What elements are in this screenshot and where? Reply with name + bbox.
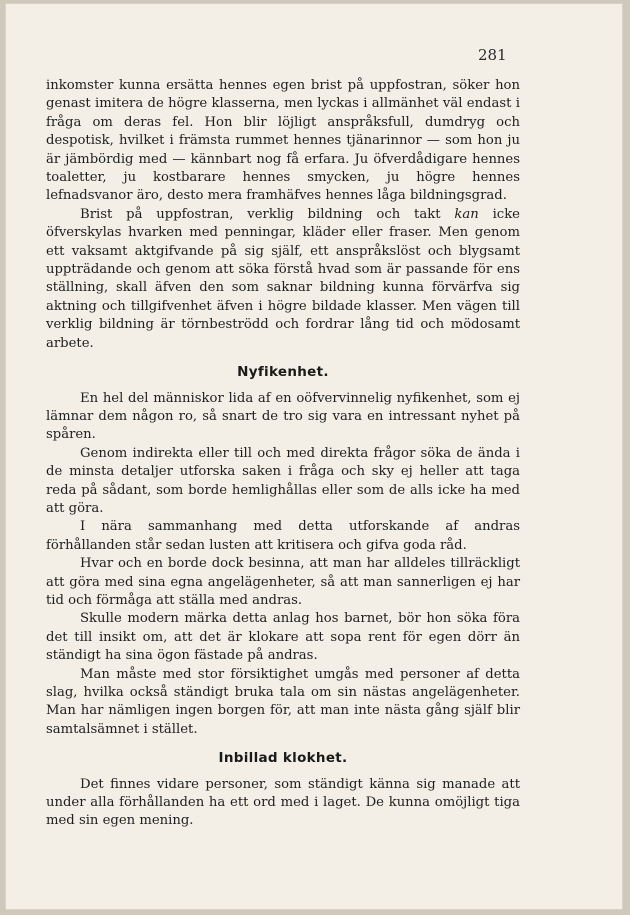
paragraph: I nära sammanhang med detta utforskande af andras förhållanden står sedan lusten att kritisera och gifva goda råd. — [46, 519, 520, 553]
page-number: 281 — [478, 46, 507, 64]
paragraph: Det finnes vidare personer, som ständigt känna sig manade att under alla förhållanden ha ett ord med i laget. De kunna omöjligt tiga med sin egen mening. — [46, 776, 520, 829]
book-page — [6, 4, 622, 909]
paragraph-intro-2-end: icke öfverskylas hvarken med penningar, kläder eller fraser. Men genom ett vaksamt aktgifvande på sig själf, ett anspråkslöst och blygsamt uppträdande och genom att söka förstå hvad som är passande för ens ställning, skall äfven den som saknar bildning kunna förvärfva sig aktning och tillgifvenhet äfven i högre bildade klasser. Men vägen till verklig bildning är törnbeströdd och fordrar lång tid och mödosamt arbete. — [46, 206, 520, 351]
paragraph-intro-1: inkomster kunna ersätta hennes egen brist på uppfostran, söker hon genast imitera de högre klasserna, men lyckas i allmänhet väl endast i fråga om deras fel. Hon blir löjligt anspråksfull, dumdryg och despotisk, hvilket i främsta rummet hennes tjänarinnor — som hon ju är jämbördig med — kännbart nog få erfara. Ju öfverdådigare hennes toaletter, ju kostbarare hennes smycken, ju högre hennes lefnadsvanor äro, desto mera framhäfves hennes låga bildningsgrad. — [46, 78, 520, 204]
paragraph: Skulle modern märka detta anlag hos barnet, bör hon söka föra det till insikt om, att det är klokare att sopa rent för egen dörr än ständigt ha sina ögon fästade på andras. — [46, 611, 520, 664]
paragraph-intro-2 — [46, 206, 520, 353]
section-heading-nyfikenhet: Nyfikenhet. — [237, 364, 329, 381]
paragraph-intro-2-start: Brist på uppfostran, verklig bildning och takt — [80, 206, 455, 222]
paragraph: Man måste med stor försiktighet umgås med personer af detta slag, hvilka också ständigt bruka tala om sin nästas angelägenheter. Man har nämligen ingen borgen för, att man inte nästa gång själf blir samtalsämnet i stället. — [46, 666, 520, 737]
paragraph: Hvar och en borde dock besinna, att man har alldeles tillräckligt att göra med sina egna angelägenheter, så att man sannerligen ej har tid och förmåga att ställa med andras. — [46, 556, 520, 608]
page-body — [46, 77, 520, 831]
paragraph: En hel del människor lida af en oöfvervinnelig nyfikenhet, som ej lämnar dem någon ro, så snart de tro sig vara en intressant nyhet på spåren. — [46, 390, 520, 443]
paragraph: Genom indirekta eller till och med direkta frågor söka de ända i de minsta detaljer utforska saken i fråga och sky ej heller att taga reda på sådant, som borde hemlighållas eller som de alls icke ha med att göra. — [46, 445, 520, 516]
emphasis-kan: kan — [454, 206, 479, 222]
section-heading-inbillad-klokhet: Inbillad klokhet. — [218, 750, 348, 767]
